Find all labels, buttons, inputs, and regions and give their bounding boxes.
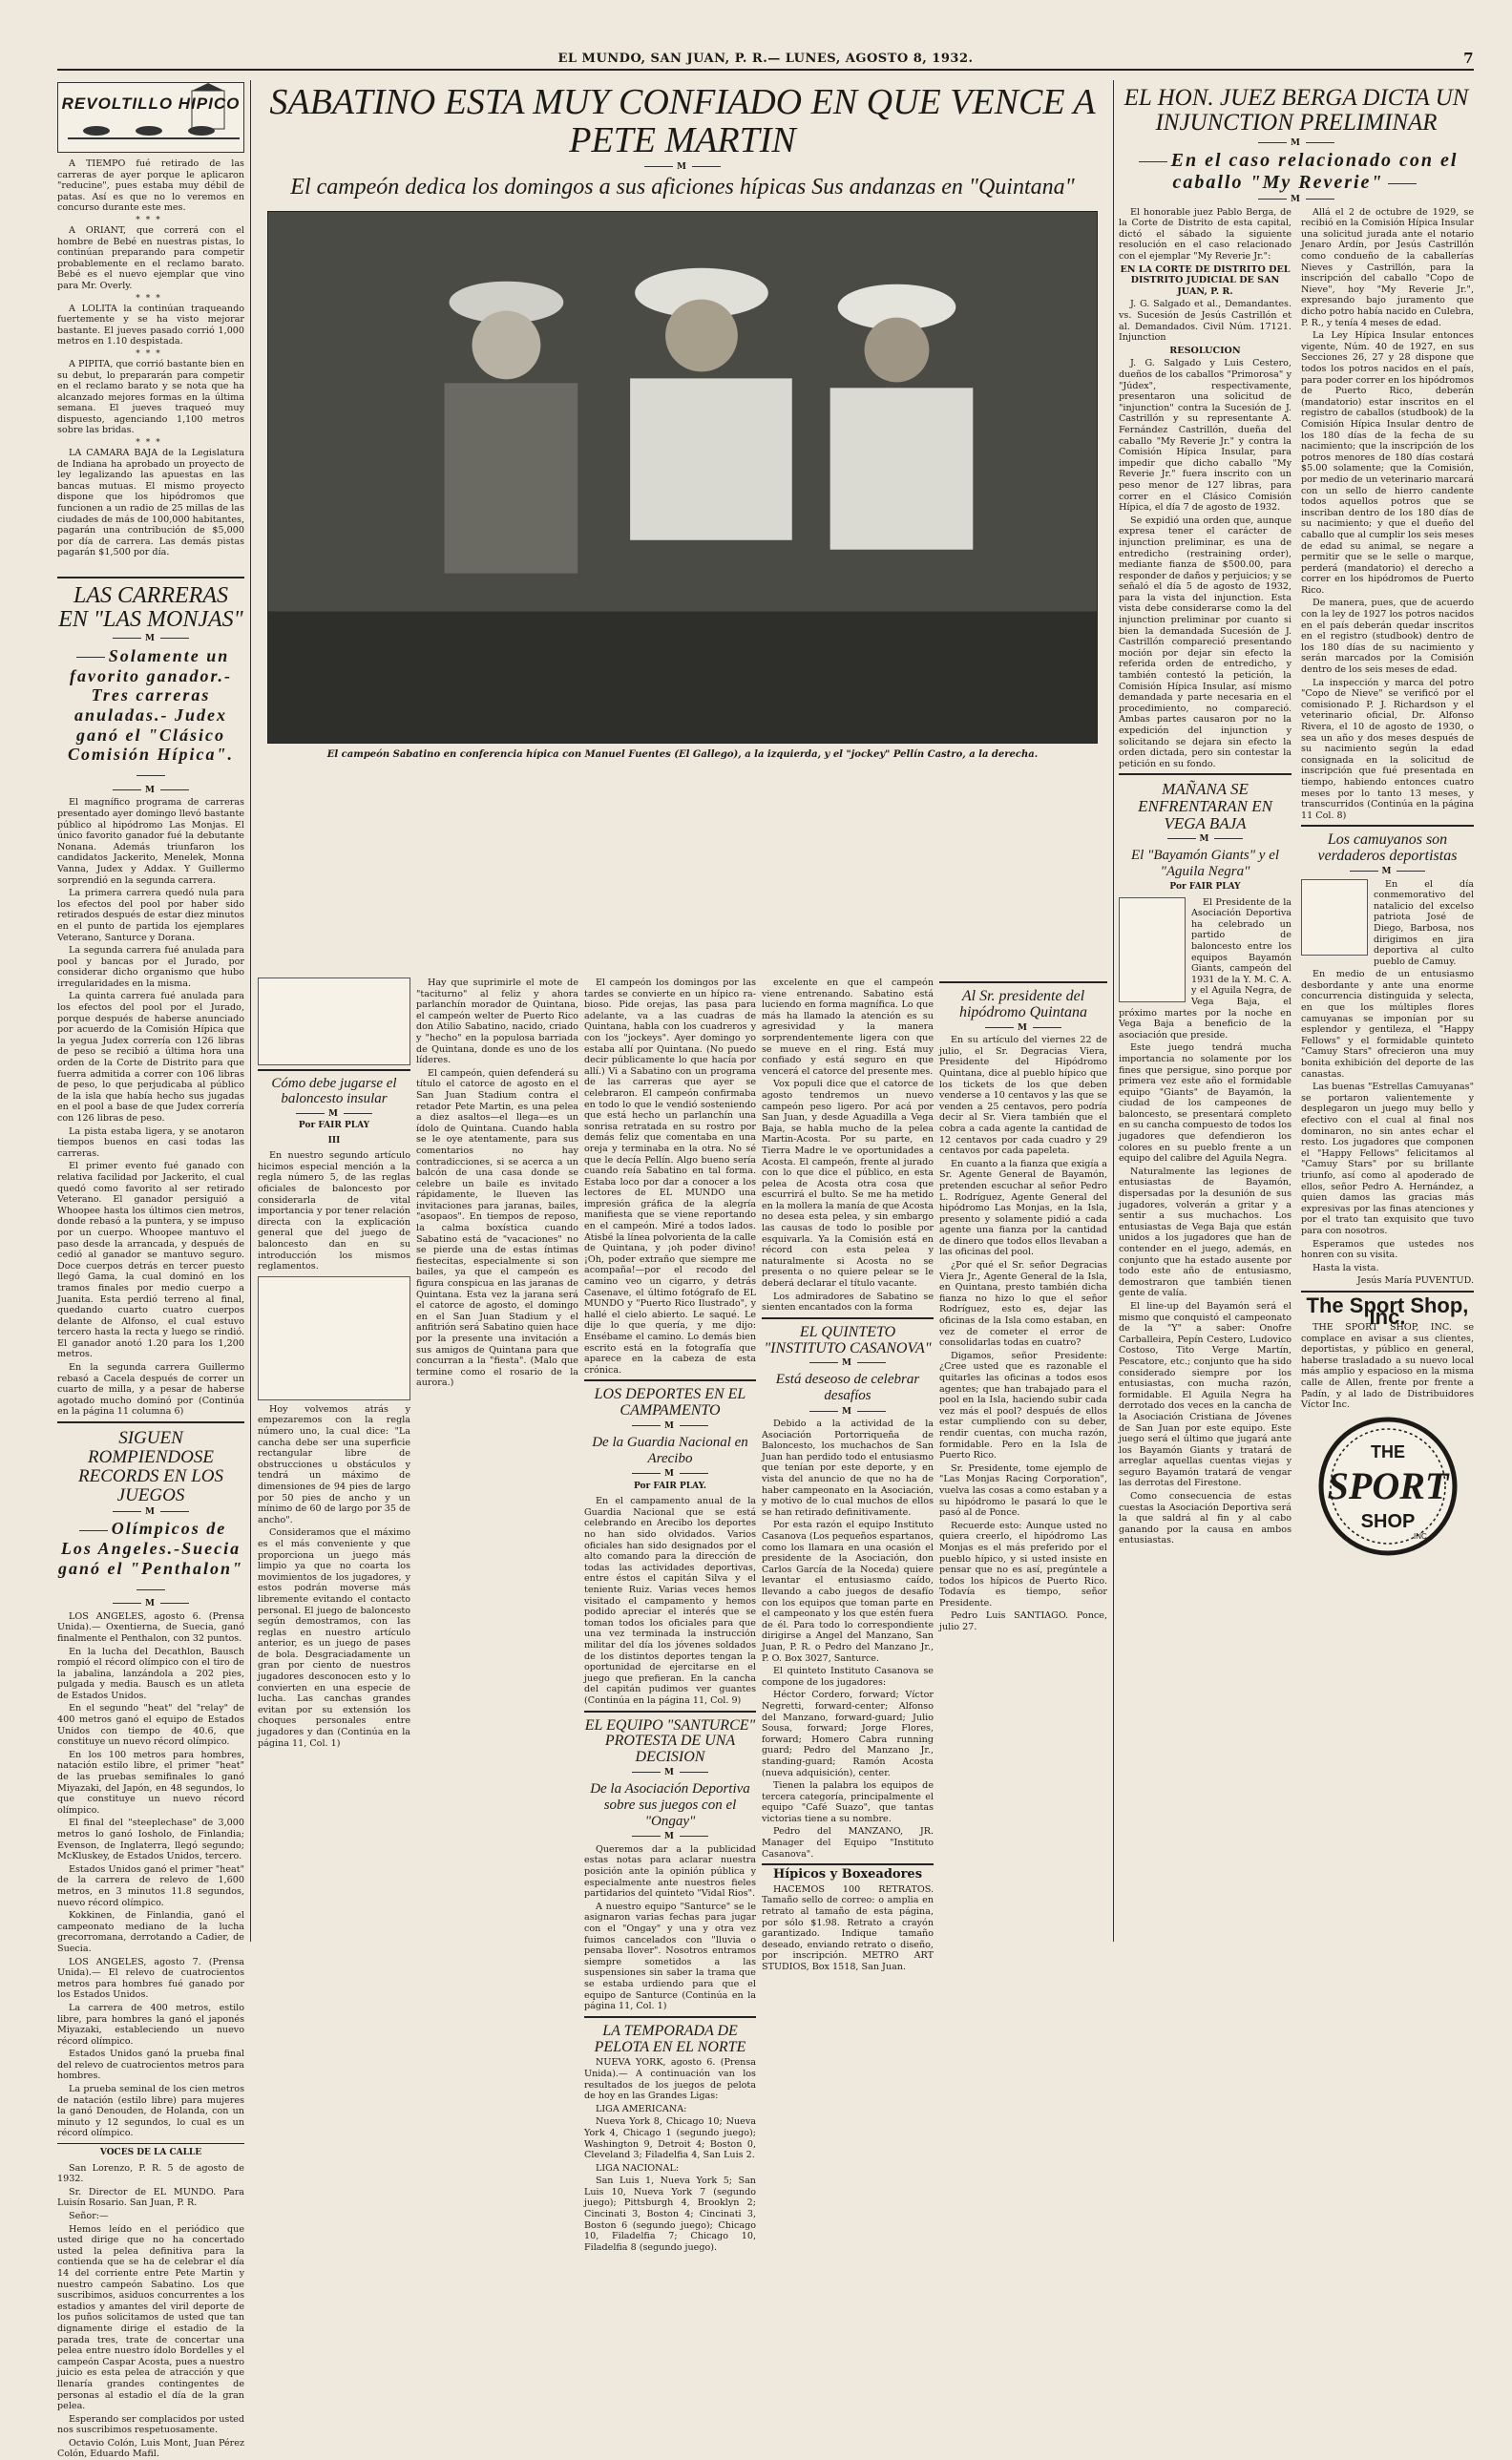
photo-caption: El campeón Sabatino en conferencia hípica con Manuel Fuentes (El Gallego), a la izquierda, y el "jockey" Pellín Castro, a la derecha. [326,748,1039,760]
story-paragraph: Recuerde esto: Aunque usted no quiera creerlo, el hipódromo Las Monjas es el más preferido por el pueblo hípico, y si usted insiste en pensar que no es así, pregúntele a todos los hípicos de Puerto Rico. Todavía es tiempo, señor Presidente. [939,1520,1107,1608]
santurce-subhead: De la Asociación Deportiva sobre sus juegos con el "Ongay" [590,1780,750,1830]
sport-shop-ad-title: The Sport Shop, Inc. [1306,1293,1469,1329]
boxer-sketch-icon [258,978,410,1065]
court-heading: EN LA CORTE DE DISTRITO DEL DISTRITO JUDICIAL DE SAN JUAN, P. R. [1120,263,1291,297]
story-paragraph: LIGA AMERICANA: [596,2103,687,2114]
story-subhead: Solamente un favorito ganador.- Tres carreras anuladas.- Judex ganó el "Clásico Comisión Hípica". [57,646,244,785]
story-paragraph: Allá el 2 de octubre de 1929, se recibió en la Comisión Hípica Insular una solicitud jurada ante el notario Jenaro Ardín, por Jesús Castrillón como condueño de la caballerías Nieves y Castrillón, para la inscripción del caballo "Copo de Nieve", hoy "My Reverie Jr.", expresando bajo juramento que dicho potro había nacido en Culebra, P. R., y tenía 4 meses de edad. [1301,206,1474,328]
main-deck: El campeón dedica los domingos a sus aficiones hípicas Sus andanzas en "Quintana" [290,175,1075,200]
story-paragraph: El Presidente de la Asociación Deportiva ha celebrado un partido de baloncesto entre los equipos Bayamón Giants, campeón del 1931 de la Y. M. C. A. y el Aguila Negra, de Vega Baja, el próximo martes por la noche en Vega Baja a beneficio de la asociación que preside. [1119,896,1292,1041]
story-paragraph: Hay que suprimirle el mote de "taciturno" al feliz y ahora parlanchín morador de Quintana, el campeón welter de Puerto Rico don Atilio Sabatino, nacido, criado y "hecho" en la populosa barriada de Quintana, donde es uno de los líderes. [416,978,578,1066]
main-headline: SABATINO ESTA MUY CONFIADO EN QUE VENCE A PETE MARTIN [269,82,1096,160]
story-paragraph: En la segunda carrera Guillermo rebasó a Cacela después de correr un cuarto de milla, y a pesar de haberse agotado mucho dominó por (Continúa en la página 11 columna 6) [57,1362,244,1418]
story-paragraph: En cuanto a la fianza que exigía a Sr. Agente General de Bayamón, pretenden escuchar al señor Pedro L. Rodríguez, Agente General del hipódromo Las Monjas, en la Isla, presento y solamente pidió a cada agente una fianza por la cantidad de dinero que todos ellos llevaban a las oficinas del pool. [939,1158,1107,1258]
story-paragraph: ¿Por qué el Sr. señor Degracias Viera Jr., Agente General de la Isla, en Quintana, presto también dicha fianza no hizo lo que el señor Rodríguez, esto es, dejar las oficinas de la Isla como estaban, en vez de cometer el error de consolidarlas todas en cuatro? [939,1260,1107,1349]
revoltillo-items: A TIEMPO fué retirado de las carreras de ayer porque le aplicaron "reducine", pues estaba muy débil de patas. Así es que no lo veremos en concurso durante este mes. *** A ORIANT, que correrá con el hombre de Bebé en nuestras pistas, lo continúan preparando para competir probablemente en el reclamo barato. Bebé es el nuevo ejemplar que vino para Mr. Overly. *** A LOLITA la continúan traqueando fuertemente y se ha visto mejorar bastante. El jueves pasado corrió 1,000 metros en 1.10 despistada. *** A PIPITA, que corrió bastante bien en su debut, lo prepararán para competir en el reclamo barato y se nota que ha alcanzado mejores formas en la última semana. El jueves traqueó muy dispuesto, agenciando 1,100 metros sobre las bridas. *** LA CAMARA BAJA de la Legislatura de Indiana ha aprobado un proyecto de ley legalizando las apuestas en las bancas mutuas. El mismo proyecto dispone que los hipódromos que funcionen a un radio de 25 millas de las ciudades de más de 100,000 habitantes, pagarán una contribución de $5,000 por día de carrera. Las demás pistas pagarán $1,500 por día. [57,158,244,558]
story-paragraph: Nueva York 8, Chicago 10; Nueva York 4, Chicago 1 (segundo juego); Washington 9, Detroit 4; Boston 0, Cleveland 3; Filadelfia 4, San Luis 2. [584,2116,756,2161]
sport-shop-ad-text: THE SPORT SHOP, INC. se complace en avisar a sus clientes, deportistas, y público en general, haberse trasladado a su nuevo local más amplio y espacioso en la misma calle de Allen, frente por frente a Padín, y al lado de Distribuidores Víctor Inc. [1301,1322,1474,1411]
berga-subhead: En el caso relacionado con el caballo "My Reverie" [1119,150,1474,194]
story-paragraph: Naturalmente las legiones de entusiastas de Bayamón, dispersadas por la desunión de sus jugadores, volverán a gritar y a sentir a sus muchachos. Los entusiastas de Vega Baja que están unidos a los jugadores que han de contender en el juego, además, en conjunto que ha estado ausente por todo este año de entusiasmo, demostraron que también tienen gente de valía. [1119,1166,1292,1299]
story-paragraph: La segunda carrera fué anulada para pool y bancas por el Jurado, por considerar dicho organismo que hubo irregularidades en la misma. [57,945,244,989]
letter-paragraph: Señor:— [69,2211,109,2221]
story-headline: LAS CARRERAS EN "LAS MONJAS" [58,583,243,633]
letter-paragraph: Sr. Director de EL MUNDO. Para Luisín Rosario. San Juan, P. R. [57,2186,244,2209]
sport-shop-logo-icon [1307,1415,1469,1558]
story-paragraph: Tienen la palabra los equipos de tercera categoría, principalmente el equipo "Café Suazo", que tantas victorias tiene a su nombre. [762,1780,934,1824]
story-paragraph: El magnífico programa de carreras presentado ayer domingo llevó bastante público al hipódromo Las Monjas. El único favorito ganador fué la debutante Nonana. Además triunfaron los candidatos Jackerito, Menelek, Monna Vanna, Judex y Addax. Y Guillermo sorprendió en la segunda carrera. [57,797,244,886]
story-paragraph: En el campamento anual de la Guardia Nacional que se está celebrando en Arecibo los deportes no han sido olvidados. Varios oficiales han sido designados por el alto comando para la dirección de todas las actividades deportivas, entre éstos el capitán Silva y el teniente Ruiz. Varias veces hemos visitado el campamento y hemos podido apreciar el interés que se toman todos los oficiales para que una vez terminada la instrucción militar del día los jóvenes soldados de los distintos deportes tengan la oportunidad de ejercitarse en el juego que prefieran. En la cancha del capitán pudimos ver guantes (Continúa en la página 11, Col. 9) [584,1496,756,1706]
revoltillo-hipico-banner [57,82,244,153]
story-paragraph: En los 100 metros para hombres, natación estilo libre, el primer "heat" de las pruebas semifinales lo ganó Miyazaki, del Japón, en 48 segundos, lo que constituye un nuevo récord olímpico. [57,1749,244,1816]
story-paragraph: Se expidió una orden que, aunque expresa tener el carácter de injunction preliminar, es una de entredicho (restraining order), mediante fianza de $500.00, para responder de daños y perjuicios; y se señaló el día 5 de agosto de 1932, para la vista del injunction. Esta vista debe considerarse como la del injunction preliminar por cuanto si bien la demandada Sucesión de J. Castrillón compareció presentando moción por dejar sin efecto la referida orden de entredicho, y también contestó la petición, la Comisión Hípica Insular, así mismo demandada y parte necesaria en el procedimiento, no compareció. Ambas partes causaron por no la expedición del injunction y solicitando se dejara sin efecto la orden dictada, pero sin contestar la petición en su fondo. [1119,515,1292,769]
center-col-5: Al Sr. presidente del hipódromo Quintana M En su artículo del viernes 22 de julio, el Sr. Degracias Viera, Presidente del Hipódromo Quintana, dice al pueblo hípico que los tickets de los que deben venderse a 10 centavos y las que se venden a 25 centavos, pero podría decir al Sr. Viera también que el cobra a cada agente la cantidad de 12 centavos por cada cuadro y 29 centavos por cada papeleta. En cuanto a la fianza que exigía a Sr. Agente General de Bayamón, pretenden escuchar al señor Pedro L. Rodríguez, Agente General del hipódromo Las Monjas, en la Isla, presento y solamente pidió a cada agente una fianza por la cantidad de dinero que todos ellos llevaban a las oficinas del pool. ¿Por qué el Sr. señor Degracias Viera Jr., Agente General de la Isla, en Quintana, presto también dicha fianza no hizo lo que el señor Rodríguez, esto es, dejar las oficinas de la Isla como estaban, en vez de cometer el error de consolidarlas todas en cuatro? Digamos, señor Presidente: ¿Cree usted que es razonable el quitarles las oficinas a todos esos agentes; que han trabajado para el pool en la Isla, haciendo subir cada vez más el pool? después de ellos estar cumpliendo con su deber, rendir cuentas, con mucha razón, formidable. Pero en la Isla de Puerto Rico. Sr. Presidente, tome ejemplo de "Las Monjas Racing Corporation", vuelva las cosas a como estaban y a su hipódromo le pasará lo que le pasó al de Ponce. Recuerde esto: Aunque usted no quiera creerlo, el hipódromo Las Monjas es el más preferido por el pueblo hípico, y si usted insiste en pensar que no es así, pregúntele a todos los hípicos de Puerto Rico. Todavía es tiempo, señor Presidente. Pedro Luis SANTIAGO. Ponce, julio 27. [939,978,1107,1944]
story-paragraph: La inspección y marca del potro "Copo de Nieve" se verificó por el comisionado P. J. Richardson y el veterinario oficial, Dr. Alfonso Rivera, el 10 de agosto de 1930, o sea un año y dos meses después de su nacimiento según la edad consignada en la solicitud de inscripción que fué presentada en tiempo, habiendo entonces cuatro meses por lo tanto 13 meses, y transcurridos (Continúa en la página 11 Col. 8) [1301,677,1474,821]
basketball-players-icon [258,1276,410,1400]
story-paragraph: En el segundo "heat" del "relay" de 400 metros ganó el equipo de Estados Unidos con tiempo de 40.6, que constituye un nuevo récord olímpico. [57,1703,244,1748]
right-column: EL HON. JUEZ BERGA DICTA UN INJUNCTION PRELIMINAR M En el caso relacionado con el caballo "My Reverie" M El honorable juez Pablo Berga, de la Corte de Distrito de esta capital, dictó el sábado la siguiente resolución en el caso relacionado con el ejemplar "My Reverie Jr.": EN LA CORTE DE DISTRITO DEL DISTRITO JUDICIAL DE SAN JUAN, P. R. J. G. Salgado et al., Demandantes. vs. Sucesión de Jesús Castrillón et al. Demandados. Civil Núm. 17121. Injunction RESOLUCION J. G. Salgado y Luis Cestero, dueños de los caballos "Primorosa" y "Júdex", respectivamente, presentaron una solicitud de "injunction" contra la Sucesión de J. Castrillón y su representante A. Fernández Castrillón, dueña del caballo "My Reverie Jr." y contra la Comisión Hípica Insular, para impedir que dicho caballo "My Reverie Jr." fuera inscrito con un peso menor de 127 libras, para correr en el Clásico Comisión Hípica, el día 7 de agosto de 1932. Se expidió una orden que, aunque expresa tener el carácter de injunction preliminar, es una de entredicho (restraining order), mediante fianza de $500.00, para responder de daños y perjuicios; y se señaló el día 5 de agosto de 1932, para la vista del injunction. Esta vista debe considerarse como la del injunction preliminar por cuanto si bien la demandada Sucesión de J. Castrillón compareció presentando moción por dejar sin efecto la referida orden de entredicho, y también contestó la petición, la Comisión Hípica Insular, así mismo demandada y parte necesaria en el procedimiento, no compareció. Ambas partes causaron por no la expedición del injunction y solicitando se dejara sin efecto la orden dictada, pero sin contestar la petición en su fondo. MAÑANA SE ENFRENTARAN EN VEGA BAJA M El "Bayamón Giants" y el "Aguila Negra" Por FAIR PLAY El Presidente de la Asociación Deportiva ha celebrado un partido de baloncesto entre los equipos Bayamón Giants, campeón del 1931 de la Y. M. C. A. y el Aguila Negra, de Vega Baja, el próximo martes por la noche en Vega Baja a beneficio de la asociación que preside. Este juego tendrá mucha importancia no solamente por los fines que persigue, sino porque por primera vez este año el formidable equipo "Giants" de Bayamón, la ciudad de los campeones de baloncesto, se presentará completo en su cancha compuesto de todos los jugadores que defendieron los colores en su pueblo frente a un equipo del calibre del Aguila Negra. Naturalmente las legiones de entusiastas de Bayamón, dispersadas por la desunión de sus jugadores, volverán a gritar y a sentir a sus muchachos. Los entusiastas de Vega Baja que están unidos a los jugadores que han de contender en el juego, además, en conjunto que ha estado ausente por todo este año de entusiasmo, demostraron que también tienen gente de valía. El line-up del Bayamón será el mismo que conquistó el campeonato de la "Y" a saber: Onofre Carballeira, Pepín Cestero, Ludovico Costoso, Tito Verge Martín, Pescatore, etc.; conjunto que ha sido considerado siempre por los entusiastas, con mucha razón, formidable. El Aguila Negra ha derrotado dos veces en la cancha de la Asociación Cristiana de Jóvenes de San Juan por este equipo. Este juego será el último que jugará ante los Bayamón Giants y tratará de arreglar aquellas cuentas viejas y seguro Bayamón tratará de vengar las derrotas del Firestone. Como consecuencia de estas cuestas la Asociación Deportiva será la que saldrá al fin y al cabo ganando por la causa en ambos entusiastas. Allá el 2 de octubre de 1929, se recibió en la Comisión Hípica Insular una solicitud jurada ante el notario Jenaro Ardín, por Jesús Castrillón como condueño de la caballerías Nieves y Castrillón, para la inscripción del caballo "Copo de Nieve", hoy "My Reverie Jr.", expresando bajo juramento que dicho potro había nacido en Culebra, P. R., y tenía 4 meses de edad. La Ley Hípica Insular entonces vigente, Núm. 40 de 1927, en sus Secciones 26, 27 y 28 dispone que todos los potros nacidos en el país, para poder correr en los hipódromos de Puerto Rico, deberán (mandatorio) estar inscritos en el registro de caballos (studbook) de la Comisión Hípica Insular dentro de los 180 días de la fecha de su nacimiento; que la inscripción de los potros menores de 180 días costará $5.00 solamente; que la Comisión, por medio de un veterinario marcará con un sello de hierro candente todos aquellos potros que se inscriban dentro de los 180 días de su nacimiento; y que el dueño del caballo que al cumplir los seis meses de edad su animal, se negare a permitir que se le selle o marque, perderá (mandatorio) el derecho a correr en los hipódromos de Puerto Rico. De manera, pues, que de acuerdo con la ley de 1927 los potros nacidos en el país deberán quedar inscritos en el registro (studbook) dentro de los 180 días de su nacimiento y serán marcados por la Comisión dentro de los seis meses de edad. La inspección y marca del potro "Copo de Nieve" se verificó por el comisionado P. J. Richardson y el veterinario oficial, Dr. Alfonso Rivera, el 10 de agosto de 1930, o sea un año y dos meses después de su nacimiento según la edad consignada en la solicitud de inscripción que fué presentada en tiempo, habiendo entonces cuatro meses por lo tanto 13 meses, y transcurridos (Continúa en la página 11 Col. 8) Los camuyanos son verdaderos deportistas M En el día conmemorativo del natalicio del excelso patriota José de Diego, Barbosa, nos dirigimos en jira deportiva al culto pueblo de Camuy. En medio de un entusiasmo desbordante y ante una enorme concurrencia distinguida y selecta, en que los múltiples flores camuyanas se imponían por su esplendor y gentileza, el "Happy Fellows" y el formidable quinteto "Camuy Stars" ofrecieron una muy bonita exhibición del deporte de las canastas. Las buenas "Estrellas Camuyanas" se portaron valientemente y desplegaron un juego muy bello y efectivo con el cual al final nos dominaron, no sin antes echar el resto. Los jugadores que componen el "Happy Fellows" felicitamos al "Camuy Stars" por su brillante triunfo, así como al apoderado de ellos, señor Pedro A. Hernández, a quien damos las gracias más expresivas por las finas atenciones y por el trato tan exquisito que tuvo para con nosotros. Esperamos que ustedes nos honren con su visita. Hasta la vista. Jesús María PUVENTUD. The Sport Shop, Inc. THE SPORT SHOP, INC. se complace en avisar a sus clientes, deportistas, y público en general, haberse trasladado a su nuevo local más amplio y espacioso en la misma calle de Allen, frente por frente a Padín, y al lado de Distribuidores Víctor Inc. THE SPORT SHOP INC. [1119,80,1474,1944]
vega-subhead: El "Bayamón Giants" y el "Aguila Negra" [1130,847,1280,879]
santurce-headline: EL EQUIPO "SANTURCE" PROTESTA DE UNA DECISION [584,1716,756,1766]
story-paragraph: La carrera de 400 metros, estilo libre, para hombres la ganó el japonés Miyazaki, estableciendo un nuevo récord olímpico. [57,2002,244,2047]
deportes-subhead: De la Guardia Nacional en Arecibo [592,1434,748,1466]
story-headline: SIGUEN ROMPIENDOSE RECORDS EN LOS JUEGOS [78,1428,223,1505]
letter-paragraph: Esperando ser complacidos por usted nos suscribimos respetuosamente. [57,2413,244,2436]
resolution-heading: RESOLUCION [1169,345,1241,356]
quinteto-headline: EL QUINTETO "INSTITUTO CASANOVA" [764,1323,932,1356]
letter-signature: Octavio Colón, Luis Mont, Juan Pérez Colón, Eduardo Mafil. [57,2437,244,2460]
story-paragraph: Esperamos que ustedes nos honren con su visita. [1301,1238,1474,1261]
story-paragraph: El line-up del Bayamón será el mismo que conquistó el campeonato de la "Y" a saber: Onofre Carballeira, Pepín Cestero, Ludovico Costoso, Tito Verge Martín, Pescatore, etc.; conjunto que ha sido considerado siempre por los entusiastas, con mucha razón, formidable. El Aguila Negra ha derrotado dos veces en la cancha de la Asociación Cristiana de Jóvenes de San Juan por este equipo. Este juego será el último que jugará ante los Bayamón Giants y tratará de arreglar aquellas cuentas viejas y seguro Bayamón tratará de vengar las derrotas del Firestone. [1119,1300,1292,1489]
story-paragraph: La prueba seminal de los cien metros de natación (estilo libre) para mujeres la ganó Denouden, de Holanda, con un minuto y 12 segundos, lo cual es un récord olímpico. [57,2084,244,2139]
story-paragraph: En nuestro segundo artículo hicimos especial mención a la regla número 5, de las reglas oficiales de baloncesto por considerarla de vital importancia y por tener relación directa con la explicación general que del juego de baloncesto dan en su introducción los mismos reglamentos. [258,1150,410,1272]
story-paragraph: Consideramos que el máximo es el más conveniente y que proporciona un juego más limpio ya que no coarta los movimientos de los jugadores, y estos podrán moverse más libremente evitando el contacto personal. El juego de baloncesto según demostramos, con las reglas en nuestro artículo anterior, es un juego de pases de bola. Desgraciadamente un gran por ciento de nuestros jugadores desconocen esto y lo convierten en una especie de lucha. Las canchas grandes evitan por su extensión los choques personales entre jugadores y dan (Continúa en la página 11, Col. 1) [258,1527,410,1749]
news-item: LA CAMARA BAJA de la Legislatura de Indiana ha aprobado un proyecto de ley legalizando las apuestas en las bancas mutuas. El mismo proyecto dispone que los hipódromos que funcionen a un radio de 25 millas de las ciudades de más de 100,000 habitantes, pagarán una contribución de $5,000 por día de carrera. Las demás pistas pagarán $1,500 por día. [57,448,244,558]
story-paragraph: J. G. Salgado y Luis Cestero, dueños de los caballos "Primorosa" y "Júdex", respectivamente, presentaron una solicitud de "injunction" contra la Sucesión de J. Castrillón y su representante A. Fernández Castrillón, dueña del caballo "My Reverie Jr." y contra la Comisión Hípica Insular, para impedir que dicho caballo "My Reverie Jr." fuera inscrito con un peso menor de 127 libras, para correr en el Clásico Comisión Hípica, el día 7 de agosto de 1932. [1119,358,1292,514]
logo-text-inc: INC. [1413,1531,1429,1541]
player-sketch-icon [1119,897,1186,1002]
column-rule [250,80,251,1942]
player-portrait-icon [1301,879,1368,956]
story-paragraph: Héctor Cordero, forward; Víctor Negretti, forward-center; Alfonso del Manzano, forward-guard; Julio Sousa, forward; Jorge Flores, forward; Homero Cabra running guard; Pedro del Manzano Jr., standing-guard; Ramón Acosta (nueva adquisición), center. [762,1690,934,1778]
story-paragraph: La Ley Hípica Insular entonces vigente, Núm. 40 de 1927, en sus Secciones 26, 27 y 28 dispone que todos los potros nacidos en el país, para poder correr en los hipódromos de Puerto Rico, deberán (mandatorio) estar inscritos en el registro de caballos (studbook) de la Comisión Hípica Insular dentro de los 180 días de la fecha de su nacimiento; que la inscripción de los potros menores de 180 días costará $5.00 solamente; que la Comisión, por medio de un veterinario marcará con un sello de hierro candente todos aquellos potros que se inscriban dentro de los 180 días de su nacimiento; y que el dueño del caballo que al cumplir los seis meses de edad su animal, se negare a permitir que se le selle o marque, perderá (mandatorio) el derecho a correr en los hipódromos de Puerto Rico. [1301,330,1474,596]
story-paragraph: El honorable juez Pablo Berga, de la Corte de Distrito de esta capital, dictó el sábado la siguiente resolución en el caso relacionado con el ejemplar "My Reverie Jr.": [1119,206,1292,263]
three-men-photo-icon [268,212,1097,743]
hipicos-ad-text: HACEMOS 100 RETRATOS. Tamaño sello de correo: o amplia en retrato al tamaño de esta página, por sólo $1.98. Retrato a crayón garantizado. Indique tamaño deseado, enviando retrato o diseño, por inscripción. METRO ART STUDIOS, Box 1518, San Juan. [762,1883,934,1972]
news-item: A TIEMPO fué retirado de las carreras de ayer porque le aplicaron "reducine", pues estaba muy débil de patas. Así es que no lo veremos en concurso durante este mes. [57,158,244,214]
story-paragraph: Kokkinen, de Finlandia, ganó el campeonato mediano de la lucha grecorromana, derrotando a Cadier, de Suecia. [57,1910,244,1954]
temporada-headline: LA TEMPORADA DE PELOTA EN EL NORTE [594,2022,746,2055]
story-paragraph: Queremos dar a la publicidad estas notas para aclarar nuestra posición ante la opinión pública y especialmente ante nuestros fieles partidarios del quinteto "Vidal Rios". [584,1843,756,1900]
story-paragraph: La pista estaba ligera, y se anotaron tiempos buenos en casi todas las carreras. [57,1125,244,1159]
story-paragraph: El campeón, quien defenderá su título el catorce de agosto en el San Juan Stadium contra el retador Pete Martin, es una pelea a diez asaltos—el llega—es un ídolo de Quintana. Cuando habla se le oye atentamente, para sus comentarios no hay contradicciones, si se acerca a un balcón de una casa donde se celebre un baile es invitado rápidamente, le llueven las invitaciones para jaranas, bailes, "asopaos". En tiempos de reposo, la calma boxística cuando Sabatino está de "vacaciones" no se pierde una de estas íntimas fiestecitas, especialmente si son bailes, ya que el campeón es figura conspicua en las jaranas de Quintana. Esta vez la jarana será el catorce de agosto, el domingo en el San Juan Stadium y el anfitrión será Sabatino quien hace por la presente una invitación a sus amigos de Quintana para que concurran a la "fiesta". (Malo que termine como el rosario de la aurora.) [416,1067,578,1389]
story-paragraph: Las buenas "Estrellas Camuyanas" se portaron valientemente y desplegaron un juego muy bello y efectivo con el cual al final nos dominaron, no sin antes echar el resto. Los jugadores que componen el "Happy Fellows" felicitamos al "Camuy Stars" por su brillante triunfo, así como al apoderado de ellos, señor Pedro A. Hernández, a quien damos las gracias más expresivas por las finas atenciones y por el trato tan exquisito que tuvo para con nosotros. [1301,1082,1474,1236]
story-paragraph: Vox populi dice que el catorce de agosto tendremos un nuevo campeón peso ligero. Por acá por San Juan, y desde Aguadilla a Vega Baja, se habla mucho de la pelea Martin-Acosta. Por su parte, en Tierra Madre le ve oportunidades a Acosta. El campeón, frente al jurado con lo que dice el público, en esta pelea de Acosta otra cosa que escurrirá el bulto. Se me ha metido en la mollera la manía de que Acosta no desea esta pelea, y sin embargo las causas de todo lo posible por esquivarla. Ya la Comisión está en récord con esta pelea y naturalmente si Acosta no se presenta o no quiere pelear se le deberá declarar el título vacante. [762,1079,934,1290]
story-signature: Pedro Luis SANTIAGO. Ponce, julio 27. [939,1610,1107,1633]
letter-heading: VOCES DE LA CALLE [99,2148,202,2158]
story-paragraph: De manera, pues, que de acuerdo con la ley de 1927 los potros nacidos en el país deberán quedar inscritos en el registro (studbook) dentro de los 180 días de su nacimiento y serán marcados por la Comisión dentro de los seis meses de edad. [1301,598,1474,676]
news-item: A PIPITA, que corrió bastante bien en su debut, lo prepararán para competir en el reclamo barato y se nota que ha alcanzado mejores formas en la última semana. El jueves traqueó muy dispuesto, agenciando 1,100 metros sobre las bridas. [57,358,244,436]
story-paragraph: LOS ANGELES, agosto 6. (Prensa Unida).— Oxentierna, de Suecia, ganó finalmente el Penthalon, con 32 puntos. [57,1610,244,1644]
story-paragraph: El final del "steeplechase" de 3,000 metros lo ganó Iosholo, de Finlandia; Evenson, de Inglaterra, llegó segundo; McKluskey, de Estados Unidos, tercero. [57,1818,244,1862]
story-paragraph: En su artículo del viernes 22 de julio, el Sr. Degracias Viera, Presidente del Hipódromo Quintana, dice al pueblo hípico que los tickets de los que deben venderse a 10 centavos y las que se venden a 25 centavos, pero podría decir al Sr. Viera también que el cobra a cada agente la cantidad de 12 centavos por cada cuadro y 29 centavos por cada papeleta. [939,1035,1107,1157]
main-story-body-col [416,978,578,1944]
presidente-headline: Al Sr. presidente del hipódromo Quintana [958,988,1088,1020]
story-paragraph: Debido a la actividad de la Asociación Portorriqueña de Baloncesto, los muchachos de San Juan han perdido todo el entusiasmo que tenían por este deporte, y en vista del anuncio de que no ha de haber campeonato en la Asociación, y motivo de lo cual muchos de ellos se han retirado definitivamente. [762,1419,934,1518]
center-main-story: SABATINO ESTA MUY CONFIADO EN QUE VENCE A PETE MARTIN M El campeón dedica los domingos a sus aficiones hípicas Sus andanzas en "Quintana" El campeón Sabatino en conferencia hípica con Manuel Fuentes (El Gallego), a la izquierda, y el "jockey" Pellín Castro, a la derecha. [258,80,1107,978]
story-paragraph: Como consecuencia de estas cuestas la Asociación Deportiva será la que saldrá al fin y al cabo ganando por la causa en ambos entusiastas. [1119,1491,1292,1546]
left-column-stories: LAS CARRERAS EN "LAS MONJAS" M Solamente un favorito ganador.- Tres carreras anuladas.- Judex ganó el "Clásico Comisión Hípica". M El magnífico programa de carreras presentado ayer domingo llevó bastante público al hipódromo Las Monjas. El único favorito ganador fué la debutante Nonana. Además triunfaron los candidatos Jackerito, Menelek, Monna Vanna, Judex y Addax. Y Guillermo sorprendió en la segunda carrera. La primera carrera quedó nula para los efectos del pool por haber sido retirados después de estar diez minutos en el punto de partida los ejemplares Veterano, Santurce y Dorana. La segunda carrera fué anulada para pool y bancas por el Jurado, por considerar dicho organismo que hubo irregularidades en la misma. La quinta carrera fué anulada para los efectos del pool por el Jurado, porque después de haberse anunciado por acuerdo de la Comisión Hípica que la yegua Judex correría con 126 libras de peso se recibió a última hora una orden de la Corte de Distrito para que fuerra admitida a correr con 106 libras de peso, lo que perjudicaba al público de la isla que había hecho sus jugadas en el pool a base de que Judex correría con 126 libras de peso. La pista estaba ligera, y se anotaron tiempos buenos en casi todas las carreras. El primer evento fué ganado con relativa facilidad por Jackerito, el cual quedó como favorito al ser retirado Veterano. El ganador persiguió a Whoopee hasta los últimos cien metros, donde rebasó a la puntera, y se impuso por un cuerpo. Whoopee mantuvo el paso desde la arrancada, y después de cedió al ganador se mantuvo seguro. Doce cuerpos detrás en tercer puesto llegó Gama, la cual dominó en los tramos finales por medio cuerpo a Juanita. Esta perdió terreno al final, quedando cuarto cuatro cuerpos delante de Alfonso, el cual estuvo tercero hasta la recta y luego se rindió. El ganador anotó 1.20 para los 1,200 metros. En la segunda carrera Guillermo rebasó a Cacela después de correr un cuarto de milla, y a pesar de haberse agotado mucho dominó por (Continúa en la página 11 columna 6) SIGUEN ROMPIENDOSE RECORDS EN LOS JUEGOS M Olímpicos de Los Angeles.-Suecia ganó el "Penthalon" M LOS ANGELES, agosto 6. (Prensa Unida).— Oxentierna, de Suecia, ganó finalmente el Penthalon, con 32 puntos. En la lucha del Decathlon, Bausch rompió el récord olímpico con el tiro de la jabalina, lanzándola a 202 pies, pulgada y media. Bausch es un atleta de Estados Unidos. En el segundo "heat" del "relay" de 400 metros ganó el equipo de Estados Unidos con tiempo de 40.6, que constituye un nuevo récord olímpico. En los 100 metros para hombres, natación estilo libre, el primer "heat" de las pruebas semifinales lo ganó Miyazaki, del Japón, en 48 segundos, lo que constituye un nuevo récord olímpico. El final del "steeplechase" de 3,000 metros lo ganó Iosholo, de Finlandia; Evenson, de Inglaterra, llegó segundo; McKluskey, de Estados Unidos, tercero. Estados Unidos ganó el primer "heat" de la carrera de relevo de 1,600 metros, en 3 minutos 11.8 segundos, nuevo récord olímpico. Kokkinen, de Finlandia, ganó el campeonato mediano de la lucha grecorromana, derrotando a Cadier, de Suecia. LOS ANGELES, agosto 7. (Prensa Unida).— El relevo de cuatrocientos metros para hombres fué ganado por los Estados Unidos. La carrera de 400 metros, estilo libre, para hombres la ganó el japonés Miyazaki, estableciendo un nuevo récord olímpico. Estados Unidos ganó la prueba final del relevo de cuatrocientos metros para hombres. La prueba seminal de los cien metros de natación (estilo libre) para mujeres la ganó Denouden, de Holanda, con un minuto y 12 segundos, lo cual es un récord olímpico. VOCES DE LA CALLE San Lorenzo, P. R. 5 de agosto de 1932. Sr. Director de EL MUNDO. Para Luisín Rosario. San Juan, P. R. Señor:— Hemos leído en el periódico que usted dirige que no ha concertado usted la pelea definitiva para la contienda que se ha de celebrar el día 14 del corriente entre Pete Martin y nuestro campeón Sabatino. Los que suscribimos, asiduos concurrentes a los estadios y amantes del viril deporte de los puños solicitamos de usted que tan dignamente dirige el estadio de la parada tres, trate de concertar una pelea entre nuestro ídolo Bordelles y el campeón Caspar Acosta, pues a nuestro juicio es esta pelea de atracción y que llenaría grandes contingentes de personas al estadio el día de la gran pelea. Esperando ser complacidos por usted nos suscribimos respetuosamente. Octavio Colón, Luis Mont, Juan Pérez Colón, Eduardo Mafil. [57,573,244,1944]
story-paragraph: En la lucha del Decathlon, Bausch rompió el récord olímpico con el tiro de la jabalina, lanzándola a 202 pies, pulgada y media. Bausch es un atleta de Estados Unidos. [57,1646,244,1701]
story-paragraph: La primera carrera quedó nula para los efectos del pool por haber sido retirados después de estar diez minutos en el punto de partida los ejemplares Veterano, Santurce y Dorana. [57,888,244,943]
news-item: A LOLITA la continúan traqueando fuertemente y se ha visto mejorar bastante. El jueves pasado corrió 1,000 metros en 1.10 despistada. [57,303,244,347]
berga-headline: EL HON. JUEZ BERGA DICTA UN INJUNCTION PRELIMINAR [1124,85,1469,137]
letter-paragraph: San Lorenzo, P. R. 5 de agosto de 1932. [57,2162,244,2185]
article-part: III [327,1135,341,1146]
story-paragraph: El primer evento fué ganado con relativa facilidad por Jackerito, el cual quedó como favorito al ser retirado Veterano. El ganador persiguió a Whoopee hasta los últimos cien metros, donde rebasó a la puntera, y se impuso por un cuerpo. Whoopee mantuvo el paso desde la arrancada, y después de cedió al ganador se mantuvo seguro. Doce cuerpos detrás en tercer puesto llegó Gama, la cual dominó en los tramos finales por medio cuerpo a Juanita. Esta perdió terreno al final, quedando cuarto cuatro cuerpos delante de Alfonso, el cual estuvo tercero hasta la recta y luego se rindió. El ganador anotó 1.20 para los 1,200 metros. [57,1161,244,1360]
news-item: A ORIANT, que correrá con el hombre de Bebé en nuestras pistas, lo continúan preparando para competir probablemente en el reclamo barato. Bebé es el nuevo ejemplar que vino para Mr. Overly. [57,224,244,291]
quinteto-subhead: Está deseoso de celebrar desafíos [775,1372,920,1404]
story-paragraph: Los admiradores de Sabatino se sienten encantados con la forma [762,1291,934,1314]
story-paragraph: A nuestro equipo "Santurce" se le asignaron varias fechas para jugar con el "Ongay" y una y otra vez fuimos cancelados con "lluvia o pensaba llover". Nosotros entramos siempre sometidos a las suspensiones sin saber la trama que se estaba urdiendo para que el equipo de Santurce (Continúa en la página 11, Col. 1) [584,1901,756,2012]
story-subhead: Olímpicos de Los Angeles.-Suecia ganó el "Penthalon" [57,1519,244,1598]
vega-headline: MAÑANA SE ENFRENTARAN EN VEGA BAJA [1138,780,1272,833]
logo-text-the: THE [1370,1441,1405,1461]
case-parties: J. G. Salgado et al., Demandantes. vs. Sucesión de Jesús Castrillón et al. Demandados. Civil Núm. 17121. Injunction [1119,299,1292,344]
logo-text-shop: SHOP [1360,1510,1415,1532]
story-paragraph: Este juego tendrá mucha importancia no solamente por los fines que persigue, sino porque por primera vez este año el formidable equipo "Giants" de Bayamón, la ciudad de los campeones de baloncesto, se presentará completo en su cancha compuesto de todos los jugadores que defendieron los colores en su pueblo frente a un equipo del calibre del Aguila Negra. [1119,1042,1292,1165]
story-paragraph: LOS ANGELES, agosto 7. (Prensa Unida).— El relevo de cuatrocientos metros para hombres fué ganado por los Estados Unidos. [57,1956,244,2001]
story-paragraph: Estados Unidos ganó la prueba final del relevo de cuatrocientos metros para hombres. [57,2049,244,2082]
racing-horses-icon [58,83,243,152]
story-paragraph: Sr. Presidente, tome ejemplo de "Las Monjas Racing Corporation", vuelva las cosas a como estaban y a su hipódromo le pasará lo que le pasó al de Ponce. [939,1462,1107,1519]
byline: Por FAIR PLAY [1169,882,1241,892]
hipicos-ad-title: Hípicos y Boxeadores [772,1867,923,1882]
page-number: 7 [1463,50,1474,67]
page-folio [57,50,1474,71]
story-paragraph: Estados Unidos ganó el primer "heat" de la carrera de relevo de 1,600 metros, en 3 minutos 11.8 segundos, nuevo récord olímpico. [57,1863,244,1908]
story-paragraph: excelente en que el campeón viene entrenando. Sabatino está luciendo en forma magnífica. Lo que más ha llamado la atención es su agresividad y la manera sorprendentemente ligera con que se mueve en el ring. Está muy confiado y está seguro en que vencerá el catorce del presente mes. [762,978,934,1077]
letter-paragraph: Hemos leído en el periódico que usted dirige que no ha concertado usted la pelea definitiva para la contienda que se ha de celebrar el día 14 del corriente entre Pete Martin y nuestro campeón Sabatino. Los que suscribimos, asiduos concurrentes a los estadios y amantes del viril deporte de los puños solicitamos de usted que tan dignamente dirige el estadio de la parada tres, trate de concertar una pelea entre nuestro ídolo Bordelles y el campeón Caspar Acosta, pues a nuestro juicio es esta pelea de atracción y que llenaría grandes contingentes de personas al estadio el día de la gran pelea. [57,2223,244,2412]
story-paragraph: San Luis 1, Nueva York 5; San Luis 10, Nueva York 7 (segundo juego); Pittsburgh 4, Brooklyn 2; Cincinati 3, Boston 4; Cincinati 3, Boston 6 (segundo juego); Chicago 10, Filadelfia 7; Chicago 10, Filadelfia 8 (segundo juego). [584,2176,756,2253]
story-paragraph: Hasta la vista. [1312,1262,1379,1273]
story-paragraph: Hoy volvemos atrás y empezaremos con la regla número uno, la cual dice: "La cancha debe ser una superficie rectangular libre de obstrucciones u obstáculos y tendrá un máximo de dimensiones de 94 pies de largo por 50 pies de ancho y un mínimo de 60 de largo por 35 de ancho". [258,1403,410,1525]
story-paragraph: Por esta razón el equipo Instituto Casanova (Los pequeños espartanos, como los llamara en una ocasión el presidente de la Asociación, don Carlos García de la Noceda) quiere levantar el entusiasmo caído, llevando a cabo juegos de desafío con los equipos que toman parte en el campeonato y los que estén fuera de él. Para todo lo correspondiente dirigirse a Angel del Manzano, San Juan, P. R. o Pedro del Manzano Jr., P. O. Box 3027, Santurce. [762,1520,934,1664]
deportes-headline: LOS DEPORTES EN EL CAMPAMENTO [594,1386,746,1419]
story-paragraph: El campeón los domingos por las tardes se convierte en un hípico ra- bioso. Pide orejas, las pasa para adelante, va a las cuadras de Quintana, habla con los cuadreros y con los "jockeys". Ayer domingo yo estaba allí por Quintana. (No puedo decir públicamente lo que hacía por allí.) Vi a Sabatino con un programa de las carreras que ayer se celebraron. El campeón confirmaba en todo lo que le vendió sosteniendo que está hecho un parlanchín una sonrisa retratada en su rostro por demás feliz que comentaba en una oreja y terminaba en la otra. No sé que le decía Pellín. Algo bueno sería cuando reía Sabatino en tal forma. Estaba loco por dar a conocer a los lectores de EL MUNDO una impresión gráfica de la alegría manifiesta que se viene reportando en el campeón. Miré a todos lados. Atisbé la línea polvorienta de la calle de Quintana, y ¡oh poder divino! ¡Oh, poder extraño que siempre me acompaña!—por el recodo del camino veo un cigarro, y detrás Casenave, el último fotógrafo de EL MUNDO y "Puerto Rico Ilustrado", y hallé el cielo abierto. Le saqué. Le dije lo que quería, y me dijo: Ensébame el camino. Lo demás bien escrito está en la fotografía que aparece en la cabeza de esta crónica. [584,978,757,1376]
story-signature: Jesús María PUVENTUD. [1356,1275,1474,1287]
byline: Por FAIR PLAY. [633,1481,707,1491]
sabatino-photo [267,211,1098,744]
byline: Por FAIR PLAY [298,1121,370,1131]
story-paragraph: La quinta carrera fué anulada para los efectos del pool por el Jurado, porque después de haberse anunciado por acuerdo de la Comisión Hípica que la yegua Judex correría con 126 libras de peso se recibió a última hora una orden de la Corte de Distrito para que fuerra admitida a correr con 106 libras de peso, lo que perjudicaba al público de la isla que había hecho sus jugadas en el pool a base de que Judex correría con 126 libras de peso. [57,991,244,1124]
story-paragraph: NUEVA YORK, agosto 6. (Prensa Unida).— A continuación van los resultados de los juegos de pelota de hoy en las Grandes Ligas: [584,2057,756,2102]
center-col-3: El campeón los domingos por las tardes se convierte en un hípico ra- bioso. Pide orejas, las pasa para adelante, va a las cuadras de Quintana, habla con los cuadreros y con los "jockeys". Ayer domingo yo estaba allí por Quintana. (No puedo decir públicamente lo que hacía por allí.) Vi a Sabatino con un programa de las carreras que ayer se celebraron. El campeón confirmaba en todo lo que le vendió sosteniendo que está hecho un parlanchín una sonrisa retratada en su rostro por demás feliz que comentaba en una oreja y terminaba en la otra. No sé que le decía Pellín. Algo bueno sería cuando reía Sabatino en tal forma. Estaba loco por dar a conocer a los lectores de EL MUNDO una impresión gráfica de la alegría manifiesta que se viene reportando en el campeón. Miré a todos lados. Atisbé la línea polvorienta de la calle de Quintana, y ¡oh poder divino! ¡Oh, poder extraño que siempre me acompaña!—por el recodo del camino veo un cigarro, y detrás Casenave, el último fotógrafo de EL MUNDO y "Puerto Rico Ilustrado", y hallé el cielo abierto. Le saqué. Le dije lo que quería, y me dijo: Ensébame el camino. Lo demás bien escrito está en la fotografía que aparece en la cabeza de esta crónica. LOS DEPORTES EN EL CAMPAMENTO M De la Guardia Nacional en Arecibo M Por FAIR PLAY. En el campamento anual de la Guardia Nacional que se está celebrando en Arecibo los deportes no han sido olvidados. Varios oficiales han sido designados por el alto comando para la dirección de todas las actividades deportivas, entre éstos el capitán Silva y el teniente Ruiz. Varias veces hemos visitado el campamento y hemos podido apreciar el interés que se toman todos los oficiales para que una vez terminada la instrucción militar del día los jóvenes soldados de los distintos deportes tengan la oportunidad de ejercitarse en el juego que prefieran. En la cancha del capitán pudimos ver guantes (Continúa en la página 11, Col. 9) EL EQUIPO "SANTURCE" PROTESTA DE UNA DECISION M De la Asociación Deportiva sobre sus juegos con el "Ongay" M Queremos dar a la publicidad estas notas para aclarar nuestra posición ante la opinión pública y especialmente ante nuestros fieles partidarios del quinteto "Vidal Rios". A nuestro equipo "Santurce" se le asignaron varias fechas para jugar con el "Ongay" y una y otra vez fuimos cancelados con "lluvia o pensaba llover". Nosotros entramos siempre sometidos a las suspensiones sin saber la trama que se estaba urdiendo para que el equipo de Santurce (Continúa en la página 11, Col. 1) LA TEMPORADA DE PELOTA EN EL NORTE NUEVA YORK, agosto 6. (Prensa Unida).— A continuación van los resultados de los juegos de pelota de hoy en las Grandes Ligas: LIGA AMERICANA: Nueva York 8, Chicago 10; Nueva York 4, Chicago 1 (segundo juego); Washington 9, Detroit 4; Boston 0, Cleveland 3; Filadelfia 4, San Luis 2. LIGA NACIONAL: San Luis 1, Nueva York 5; San Luis 10, Nueva York 7 (segundo juego); Pittsburgh 4, Brooklyn 2; Cincinati 3, Boston 4; Cincinati 3, Boston 6 (segundo juego); Chicago 10, Filadelfia 7; Chicago 10, Filadelfia 8 (segundo juego). [584,978,757,2253]
story-paragraph: En medio de un entusiasmo desbordante y ante una enorme concurrencia distinguida y selecta, en que los múltiples flores camuyanas se imponían por su esplendor y gentileza, el "Happy Fellows" y el formidable quinteto "Camuy Stars" ofrecieron una muy bonita exhibición del deporte de las canastas. [1301,969,1474,1080]
logo-text-sport: SPORT [1327,1463,1448,1507]
main-story-illustration-col: Cómo debe jugarse el baloncesto insular M Por FAIR PLAY III En nuestro segundo artículo hicimos especial mención a la regla número 5, de las reglas oficiales de baloncesto por considerarla de vital importancia y por tener relación directa con la explicación general que del juego de baloncesto dan en su introducción los mismos reglamentos. Hoy volvemos atrás y empezaremos con la regla número uno, la cual dice: "La cancha debe ser una superficie rectangular libre de obstrucciones u obstáculos y tendrá un máximo de dimensiones de 94 pies de largo por 50 pies de ancho y un mínimo de 60 de largo por 35 de ancho". Consideramos que el máximo es el más conveniente y que proporciona un juego más limpio ya que no coarta los movimientos de los jugadores, y estos podrán moverse más libremente evitando el contacto personal. El juego de baloncesto según demostramos, con las reglas en nuestro artículo anterior, es un juego de pases de bola. Desgraciadamente un gran por ciento de nuestros jugadores desconocen esto y lo convierten en una especie de lucha. Las canchas grandes evitan por su extensión los choques personales entre jugadores y dan (Continúa en la página 11, Col. 1) [258,978,410,1944]
story-paragraph: LIGA NACIONAL: [596,2162,680,2174]
column-rule [1113,80,1114,1942]
story-paragraph: Digamos, señor Presidente: ¿Cree usted que es razonable el quitarles las oficinas a todos esos agentes; que han trabajado para el pool en la Isla, haciendo subir cada vez más el pool? después de ellos estar cumpliendo con su deber, rendir cuentas, con mucha razón, formidable. Pero en la Isla de Puerto Rico. [939,1350,1107,1461]
story-signature: Pedro del MANZANO, JR. Manager del Equipo "Instituto Casanova". [762,1826,934,1860]
story-paragraph: El quinteto Instituto Casanova se compone de los jugadores: [762,1666,934,1688]
center-col-4: excelente en que el campeón viene entrenando. Sabatino está luciendo en forma magnífica. Lo que más ha llamado la atención es su agresividad y la manera sorprendentemente ligera con que se mueve en el ring. Está muy confiado y está seguro en que vencerá el catorce del presente mes. Vox populi dice que el catorce de agosto tendremos un nuevo campeón peso ligero. Por acá por San Juan, y desde Aguadilla a Vega Baja, se habla mucho de la pelea Martin-Acosta. Por su parte, en Tierra Madre le ve oportunidades a Acosta. El campeón, frente al jurado con lo que dice el público, en esta pelea de Acosta otra cosa que escurrirá el bulto. Se me ha metido en la mollera la manía de que Acosta no desea esta pelea, y sin embargo las causas de todo lo posible por esquivarla. Ya la Comisión está en récord con esta pelea y naturalmente si Acosta no se presenta o no quiere pelear se le deberá declarar el título vacante. Los admiradores de Sabatino se sienten encantados con la forma EL QUINTETO "INSTITUTO CASANOVA" M Está deseoso de celebrar desafíos M Debido a la actividad de la Asociación Portorriqueña de Baloncesto, los muchachos de San Juan han perdido todo el entusiasmo que tenían por este deporte, y en vista del anuncio de que no ha de haber campeonato en la Asociación, y motivo de lo cual muchos de ellos se han retirado definitivamente. Por esta razón el equipo Instituto Casanova (Los pequeños espartanos, como los llamara en una ocasión el presidente de la Asociación, don Carlos García de la Noceda) quiere levantar el entusiasmo caído, llevando a cabo juegos de desafío con los equipos que toman parte en el campeonato y los que estén fuera de él. Para todo lo correspondiente dirigirse a Angel del Manzano, San Juan, P. R. o Pedro del Manzano Jr., P. O. Box 3027, Santurce. El quinteto Instituto Casanova se compone de los jugadores: Héctor Cordero, forward; Víctor Negretti, forward-center; Alfonso del Manzano, forward-guard; Julio Sousa, forward; Jorge Flores, forward; Homero Cabra running guard; Pedro del Manzano Jr., standing-guard; Ramón Acosta (nueva adquisición), center. Tienen la palabra los equipos de tercera categoría, principalmente el equipo "Café Suazo", que tantas victorias tiene a su nombre. Pedro del MANZANO, JR. Manager del Equipo "Instituto Casanova". Hípicos y Boxeadores HACEMOS 100 RETRATOS. Tamaño sello de correo: o amplia en retrato al tamaño de esta página, por sólo $1.98. Retrato a crayón garantizado. Indique tamaño deseado, enviando retrato o diseño, por inscripción. METRO ART STUDIOS, Box 1518, San Juan. [762,978,934,1972]
banner-title: REVOLTILLO HIPICO [61,95,241,113]
camuyanos-headline: Los camuyanos son verdaderos deportistas [1317,831,1458,865]
baloncesto-headline: Cómo debe jugarse el baloncesto insular [271,1076,397,1106]
masthead-line: EL MUNDO, SAN JUAN, P. R.— LUNES, AGOSTO 8, 1932. [557,52,974,66]
story-paragraph: En el día conmemorativo del natalicio del excelso patriota José de Diego, Barbosa, nos dirigimos en jira deportiva al culto pueblo de Camuy. [1374,878,1474,967]
